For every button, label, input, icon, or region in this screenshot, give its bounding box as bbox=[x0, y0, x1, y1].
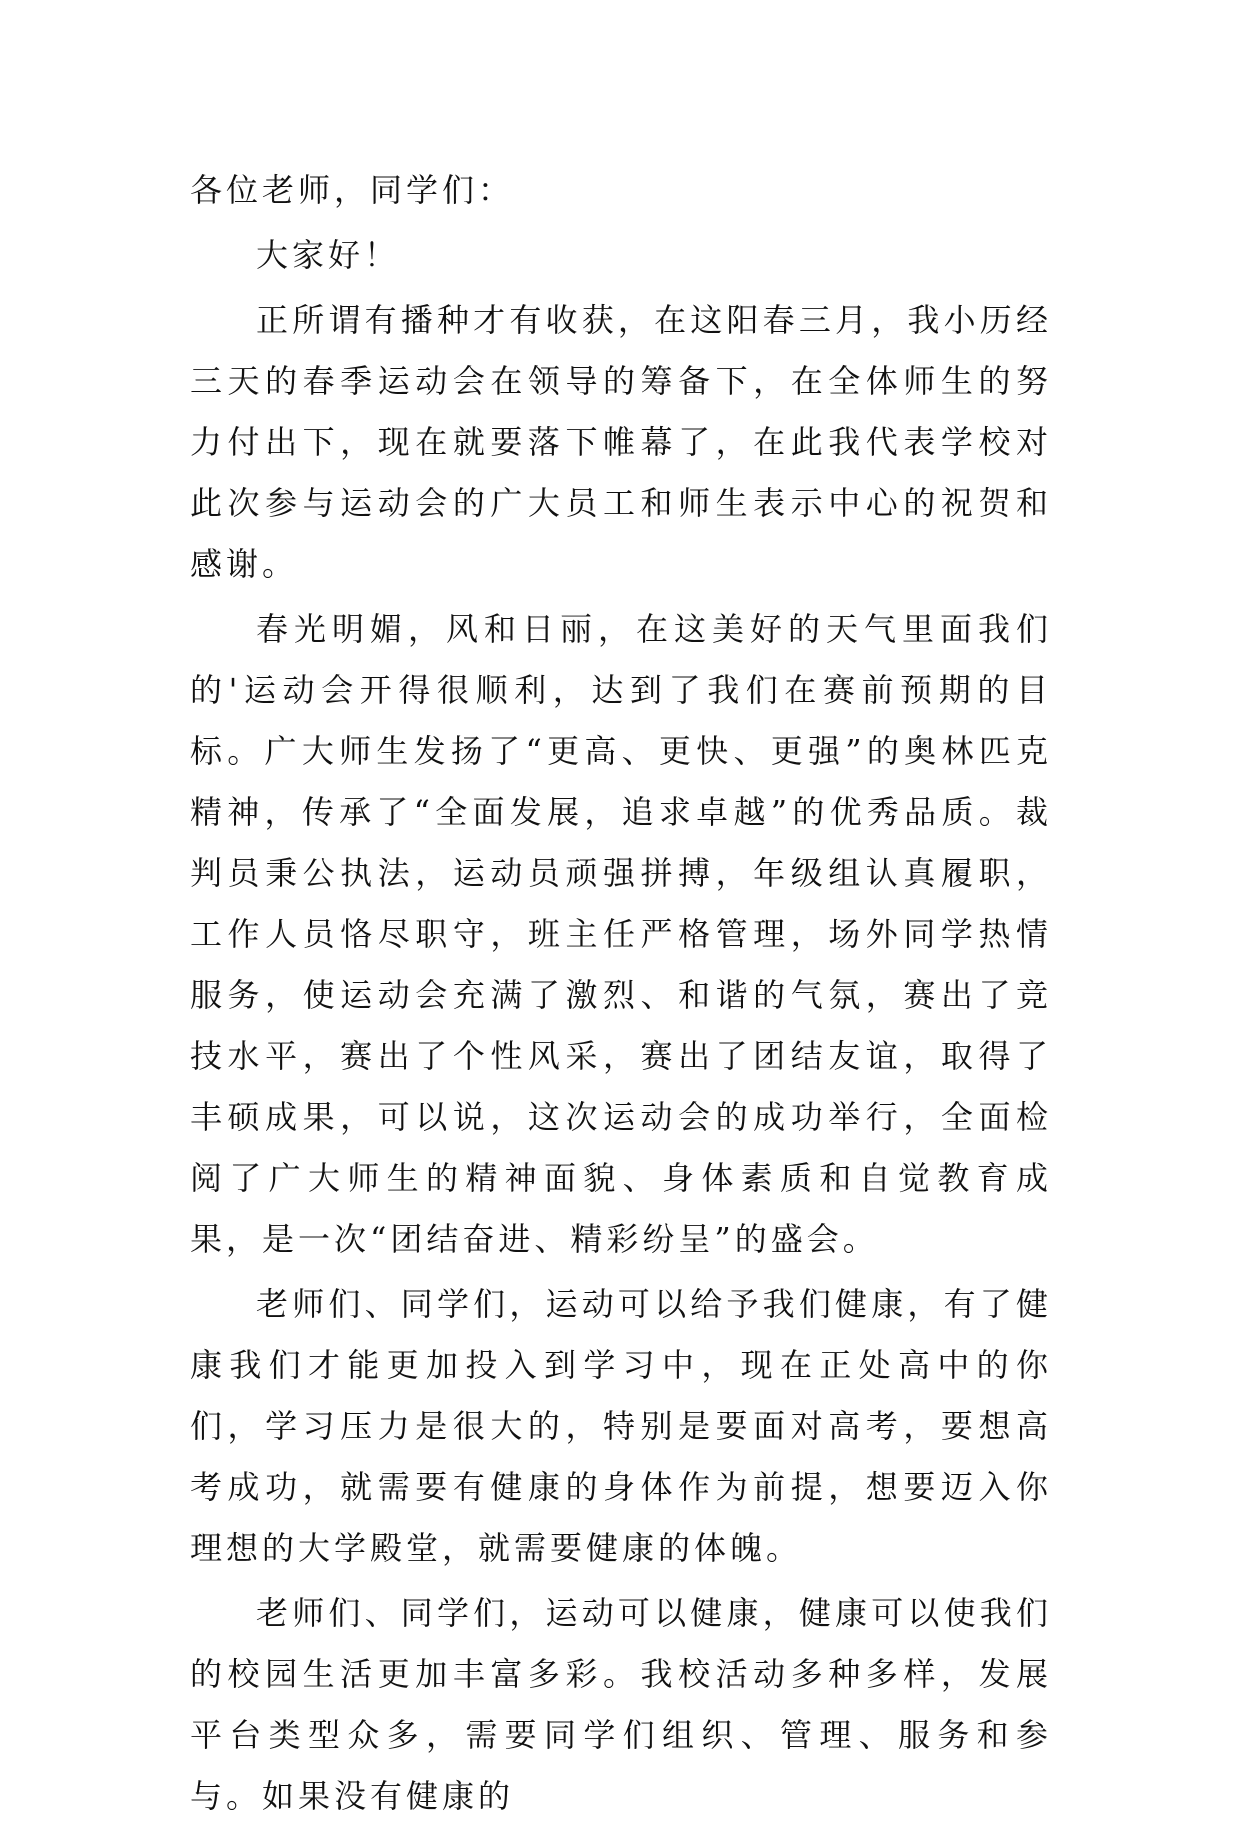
paragraph: 老师们、同学们，运动可以给予我们健康，有了健康我们才能更加投入到学习中，现在正处高中的你们，学习压力是很大的，特别是要面对高考，要想高考成功，就需要有健康的身体作为前提，想要迈入你理想的大学殿堂，就需要健康的体魄。 bbox=[190, 1285, 1052, 1567]
paragraph-greeting: 大家好！ bbox=[256, 236, 401, 274]
document-body bbox=[190, 160, 1052, 1827]
paragraph: 春光明媚，风和日丽，在这美好的天气里面我们的'运动会开得很顺利，达到了我们在赛前预期的目标。广大师生发扬了“更高、更快、更强”的奥林匹克精神，传承了“全面发展，追求卓越”的优秀品质。裁判员秉公执法，运动员顽强拼搏，年级组认真履职，工作人员恪尽职守，班主任严格管理，场外同学热情服务，使运动会充满了激烈、和谐的气氛，赛出了竞技水平，赛出了个性风采，赛出了团结友谊，取得了丰硕成果，可以说，这次运动会的成功举行，全面检阅了广大师生的精神面貌、身体素质和自觉教育成果，是一次“团结奋进、精彩纷呈”的盛会。 bbox=[190, 610, 1052, 1258]
paragraph: 正所谓有播种才有收获，在这阳春三月，我小历经三天的春季运动会在领导的筹备下，在全体师生的努力付出下，现在就要落下帷幕了，在此我代表学校对此次参与运动会的广大员工和师生表示中心的祝贺和感谢。 bbox=[190, 301, 1052, 583]
paragraph: 老师们、同学们，运动可以健康，健康可以使我们的校园生活更加丰富多彩。我校活动多种多样，发展平台类型众多，需要同学们组织、管理、服务和参与。如果没有健康的 bbox=[190, 1594, 1052, 1815]
salutation: 各位老师，同学们： bbox=[190, 171, 515, 209]
